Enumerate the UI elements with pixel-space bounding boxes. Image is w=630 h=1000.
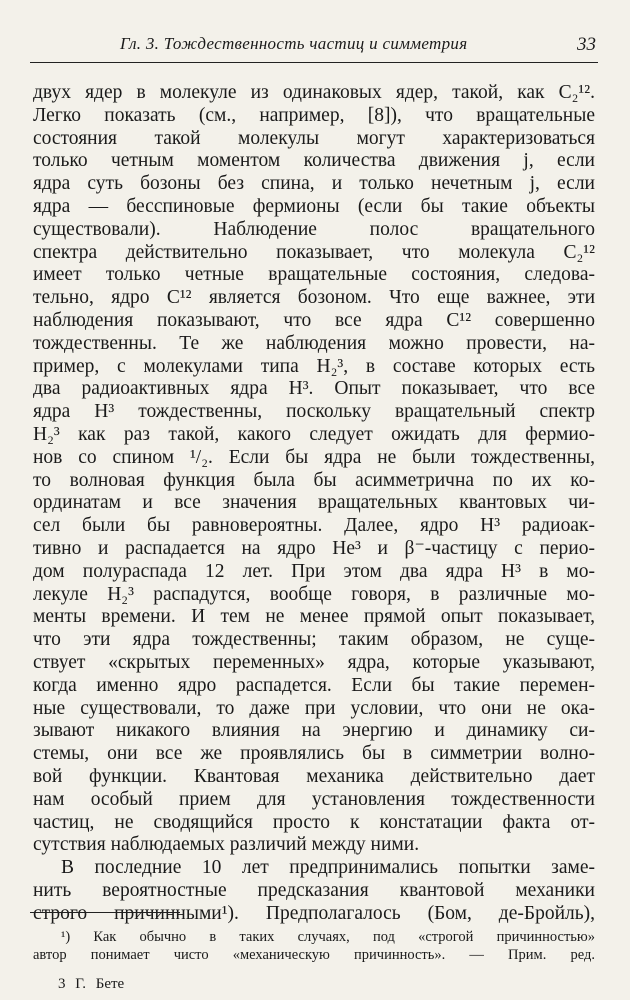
text-line: тивно и распадается на ядро He³ и β⁻-частицу с перио- <box>33 537 595 559</box>
text-line: лекуле H₂³ распадутся, вообще говоря, в различные мо- <box>33 583 595 605</box>
text-line: нам особый прием для установления тождественности <box>33 788 595 810</box>
text-line: вой функции. Квантовая механика действительно дает <box>33 765 595 787</box>
text-line: только четным моментом количества движения j, если <box>33 150 595 172</box>
footnote-line: ¹) Как обычно в таких случаях, под «строгой причинностью» <box>61 929 595 945</box>
page-number: 33 <box>577 34 596 55</box>
text-line: то волновая функция была бы асимметрична по их ко- <box>33 469 595 491</box>
text-line: ядра — бесспиновые фермионы (если бы такие объекты <box>33 195 595 217</box>
text-line: менты времени. И тем не менее прямой опыт показывает, <box>33 606 595 628</box>
text-line: H₂³ как раз такой, какого следует ожидать для фермио- <box>33 423 595 445</box>
text-line: ядра H³ тождественны, поскольку вращательный спектр <box>33 401 595 423</box>
text-line: состояния такой молекулы могут характеризоваться <box>33 127 595 149</box>
footnote-block <box>33 928 595 964</box>
text-line: тождественны. Те же наблюдения можно провести, на- <box>33 332 595 354</box>
text-line: пример, с молекулами типа H₂³, в составе которых есть <box>33 355 595 377</box>
text-line: существовали). Наблюдение полос вращательного <box>33 218 595 240</box>
text-line: ординатам и все значения вращательных квантовых чи- <box>33 492 595 514</box>
text-line: два радиоактивных ядра H³. Опыт показывает, что все <box>33 378 595 400</box>
paragraph-start-line: В последние 10 лет предпринимались попытки заме- <box>61 857 595 879</box>
text-line: дом полураспада 12 лет. При этом два ядра H³ в мо- <box>33 560 595 582</box>
chapter-title: Гл. 3. Тождественность частиц и симметрия <box>120 34 468 53</box>
text-line: когда именно ядро распадется. Если бы такие перемен- <box>33 674 595 696</box>
text-line: что эти ядра тождественны; таким образом, не суще- <box>33 629 595 651</box>
text-line: частиц, не сводящийся просто к констатации факта от- <box>33 811 595 833</box>
text-line: ядра суть бозоны без спина, и только нечетным j, если <box>33 173 595 195</box>
printer-signature: 3 Г. Бете <box>58 976 125 992</box>
text-line: сутствия наблюдаемых различий между ними. <box>33 834 420 856</box>
running-header <box>0 34 630 54</box>
text-line: зывают никакого влияния на энергию и динамику си- <box>33 720 595 742</box>
footnote-rule <box>30 912 180 913</box>
text-line: сел были бы равновероятны. Далее, ядро H³ радиоак- <box>33 515 595 537</box>
text-line: нов со спином ¹/₂. Если бы ядра не были тождественны, <box>33 446 595 468</box>
footnote-line: автор понимает чисто «механическую причинность». — Прим. ред. <box>33 947 595 963</box>
text-line: строго причинными¹). Предполагалось (Бом, де-Бройль), <box>33 902 595 924</box>
text-line: ствует «скрытых переменных» ядра, которые указывают, <box>33 651 595 673</box>
text-line: стемы, они все же проявлялись бы в симметрии волно- <box>33 743 595 765</box>
text-line: нить вероятностные предсказания квантовой механики <box>33 879 595 901</box>
text-line: Легко показать (см., например, [8]), что вращательные <box>33 104 595 126</box>
text-line: спектра действительно показывает, что молекула C₂¹² <box>33 241 595 263</box>
header-rule <box>30 62 598 63</box>
text-line: наблюдения показывают, что все ядра C¹² совершенно <box>33 309 595 331</box>
text-line: тельно, ядро C¹² является бозоном. Что еще важнее, эти <box>33 287 595 309</box>
text-line: имеет только четные вращательные состояния, следова- <box>33 264 595 286</box>
text-line: ные существовали, то даже при условии, что они не ока- <box>33 697 595 719</box>
main-text <box>33 82 595 925</box>
text-line: двух ядер в молекуле из одинаковых ядер, такой, как C₂¹². <box>33 82 595 103</box>
